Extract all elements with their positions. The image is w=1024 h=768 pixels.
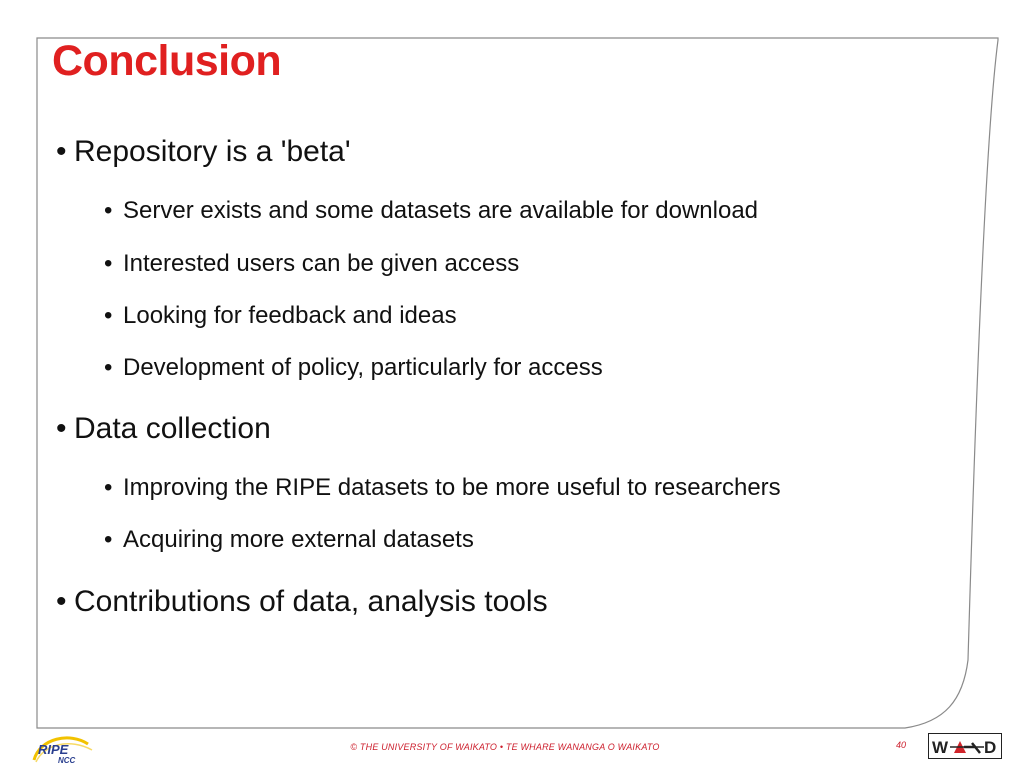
wand-logo-left: W (932, 738, 949, 757)
page-number: 40 (896, 740, 907, 750)
bullet-text: Interested users can be given access (123, 250, 520, 277)
wand-logo-right: D (984, 738, 997, 757)
wand-logo (928, 733, 1002, 759)
bullet-text: Acquiring more external datasets (123, 526, 474, 553)
bullet-dot: • (104, 250, 113, 277)
bullet-text: Data collection (74, 412, 271, 445)
bullet-level2 (104, 302, 457, 330)
bullet-dot: • (56, 585, 67, 618)
bullet-dot: • (56, 135, 67, 168)
slide-title: Conclusion (52, 37, 282, 85)
bullet-text: Development of policy, particularly for access (123, 354, 603, 381)
bullet-level2 (104, 250, 519, 278)
bullet-level1 (56, 135, 351, 169)
bullet-dot: • (104, 354, 113, 381)
bullet-text: Improving the RIPE datasets to be more useful to researchers (123, 474, 781, 501)
bullet-level2 (104, 354, 603, 382)
bullet-text: Repository is a 'beta' (74, 135, 351, 168)
bullet-level1 (56, 585, 548, 619)
ncc-logo-text: NCC (58, 756, 76, 765)
bullet-level1 (56, 412, 271, 446)
bullet-text: Looking for feedback and ideas (123, 302, 457, 329)
bullet-level2 (104, 526, 474, 554)
bullet-dot: • (104, 197, 113, 224)
bullet-level2 (104, 197, 758, 225)
ripe-logo-text: RIPE (38, 742, 69, 757)
footer-copyright: © THE UNIVERSITY OF WAIKATO • TE WHARE WANANGA O WAIKATO (350, 742, 660, 752)
bullet-dot: • (104, 526, 113, 553)
bullet-dot: • (104, 474, 113, 501)
bullet-level2 (104, 474, 781, 502)
bullet-dot: • (104, 302, 113, 329)
bullet-dot: • (56, 412, 67, 445)
bullet-text: Contributions of data, analysis tools (74, 585, 548, 618)
bullet-text: Server exists and some datasets are available for download (123, 197, 759, 224)
